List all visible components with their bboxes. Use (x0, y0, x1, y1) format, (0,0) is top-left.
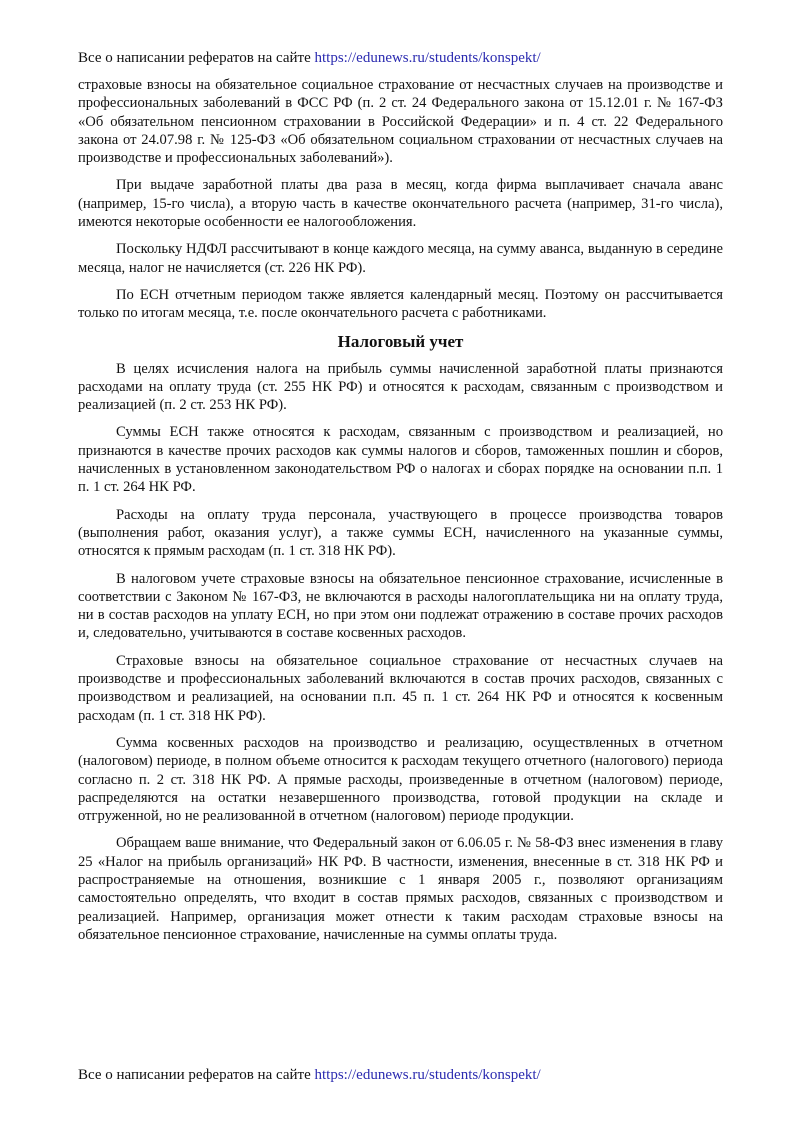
paragraph-indirect-expenses: Сумма косвенных расходов на производство и реализацию, осуществленных в отчетном (налоговом) периоде, в полном объеме относится к расходам текущего отчетного (налогового) периода согласно п. 2 ст. 318 НК РФ. А прямые расходы, произведенные в отчетном (налоговом) периоде, распределяются на остатки незавершенного производства, готовой продукции на складе и отгруженной, но не реализованной в отчетном (налоговом) периоде продукции. (78, 734, 723, 825)
paragraph-advance-payment: При выдаче заработной платы два раза в месяц, когда фирма выплачивает сначала аванс (например, 15-го числа), а вторую часть в качестве окончательного расчета (например, 31-го числа), имеются некоторые особенности ее налогообложения. (78, 177, 723, 231)
footer-site-link[interactable]: https://edunews.ru/students/konspekt/ (314, 1067, 541, 1083)
paragraph-continuation: страховые взносы на обязательное социальное страхование от несчастных случаев на производстве и профессиональных заболеваний в ФСС РФ (п. 2 ст. 24 Федерального закона от 15.12.01 г. № 167-ФЗ «Об обязательном пенсионном страховании в Российской Федерации» и п. 4 ст. 22 Федерального закона от 24.07.98 г. № 125-ФЗ «Об обязательном социальном страховании от несчастных случаев на производстве и профессиональных заболеваний»). (78, 77, 723, 167)
paragraph-ndfl: Поскольку НДФЛ рассчитывают в конце каждого месяца, на сумму аванса, выданную в середине месяца, налог не начисляется (ст. 226 НК РФ). (78, 241, 723, 276)
paragraph-federal-law: Обращаем ваше внимание, что Федеральный закон от 6.06.05 г. № 58-ФЗ внес изменения в главу 25 «Налог на прибыль организаций» НК РФ. В частности, изменения, внесенные в ст. 318 НК РФ и распространяемые на отношения, возникшие с 1 января 2005 г., позволяют организациям самостоятельно определять, что входит в состав прямых расходов, связанных с производством и реализацией. Например, организация может отнести к таким расходам страховые взносы на обязательное пенсионное страхование, начисленные на суммы оплаты труда. (78, 835, 723, 943)
paragraph-esn-period: По ЕСН отчетным периодом также является календарный месяц. Поэтому он рассчитывается только по итогам месяца, т.е. после окончательного расчета с работниками. (78, 286, 723, 322)
footer-text: Все о написании рефератов на сайте (78, 1067, 315, 1083)
paragraph-pension-contributions: В налоговом учете страховые взносы на обязательное пенсионное страхование, исчисленные в соответствии с Законом № 167-ФЗ, не включаются в расходы налогоплательщика ни на оплату труда, ни в состав расходов на уплату ЕСН, но при этом они подлежат отражению в составе прочих расходов и, следовательно, учитываются в составе косвенных расходов. (78, 570, 723, 642)
section-heading: Налоговый учет (337, 331, 464, 351)
page-header (78, 49, 738, 67)
header-site-link[interactable]: https://edunews.ru/students/konspekt/ (314, 50, 541, 66)
header-text: Все о написании рефератов на сайте (78, 50, 315, 66)
paragraph-accident-insurance: Страховые взносы на обязательное социальное страхование от несчастных случаев на производстве и профессиональных заболеваний включаются в состав прочих расходов, связанных с производством и реализацией, на основании п.п. 45 п. 1 ст. 264 НК РФ и относятся к косвенным расходам (п. 1 ст. 318 НК РФ). (78, 652, 723, 724)
paragraph-profit-tax: В целях исчисления налога на прибыль суммы начисленной заработной платы признаются расходами на оплату труда (ст. 255 НК РФ) и относятся к расходам, связанным с производством и реализацией (п. 2 ст. 253 НК РФ). (78, 360, 723, 414)
document-body (78, 76, 723, 953)
paragraph-esn-expenses: Суммы ЕСН также относятся к расходам, связанным с производством и реализацией, но признаются в качестве прочих расходов как суммы налогов и сборов, таможенных пошлин и сборов, начисленных в установленном законодательством РФ о налогах и сборах порядке на основании п.п. 1 п. 1 ст. 264 НК РФ. (78, 424, 723, 496)
page-footer (78, 1066, 738, 1084)
paragraph-direct-expenses: Расходы на оплату труда персонала, участвующего в процессе производства товаров (выполнения работ, оказания услуг), а также суммы ЕСН, начисленного на указанные суммы, относятся к прямым расходам (п. 1 ст. 318 НК РФ). (78, 506, 723, 560)
